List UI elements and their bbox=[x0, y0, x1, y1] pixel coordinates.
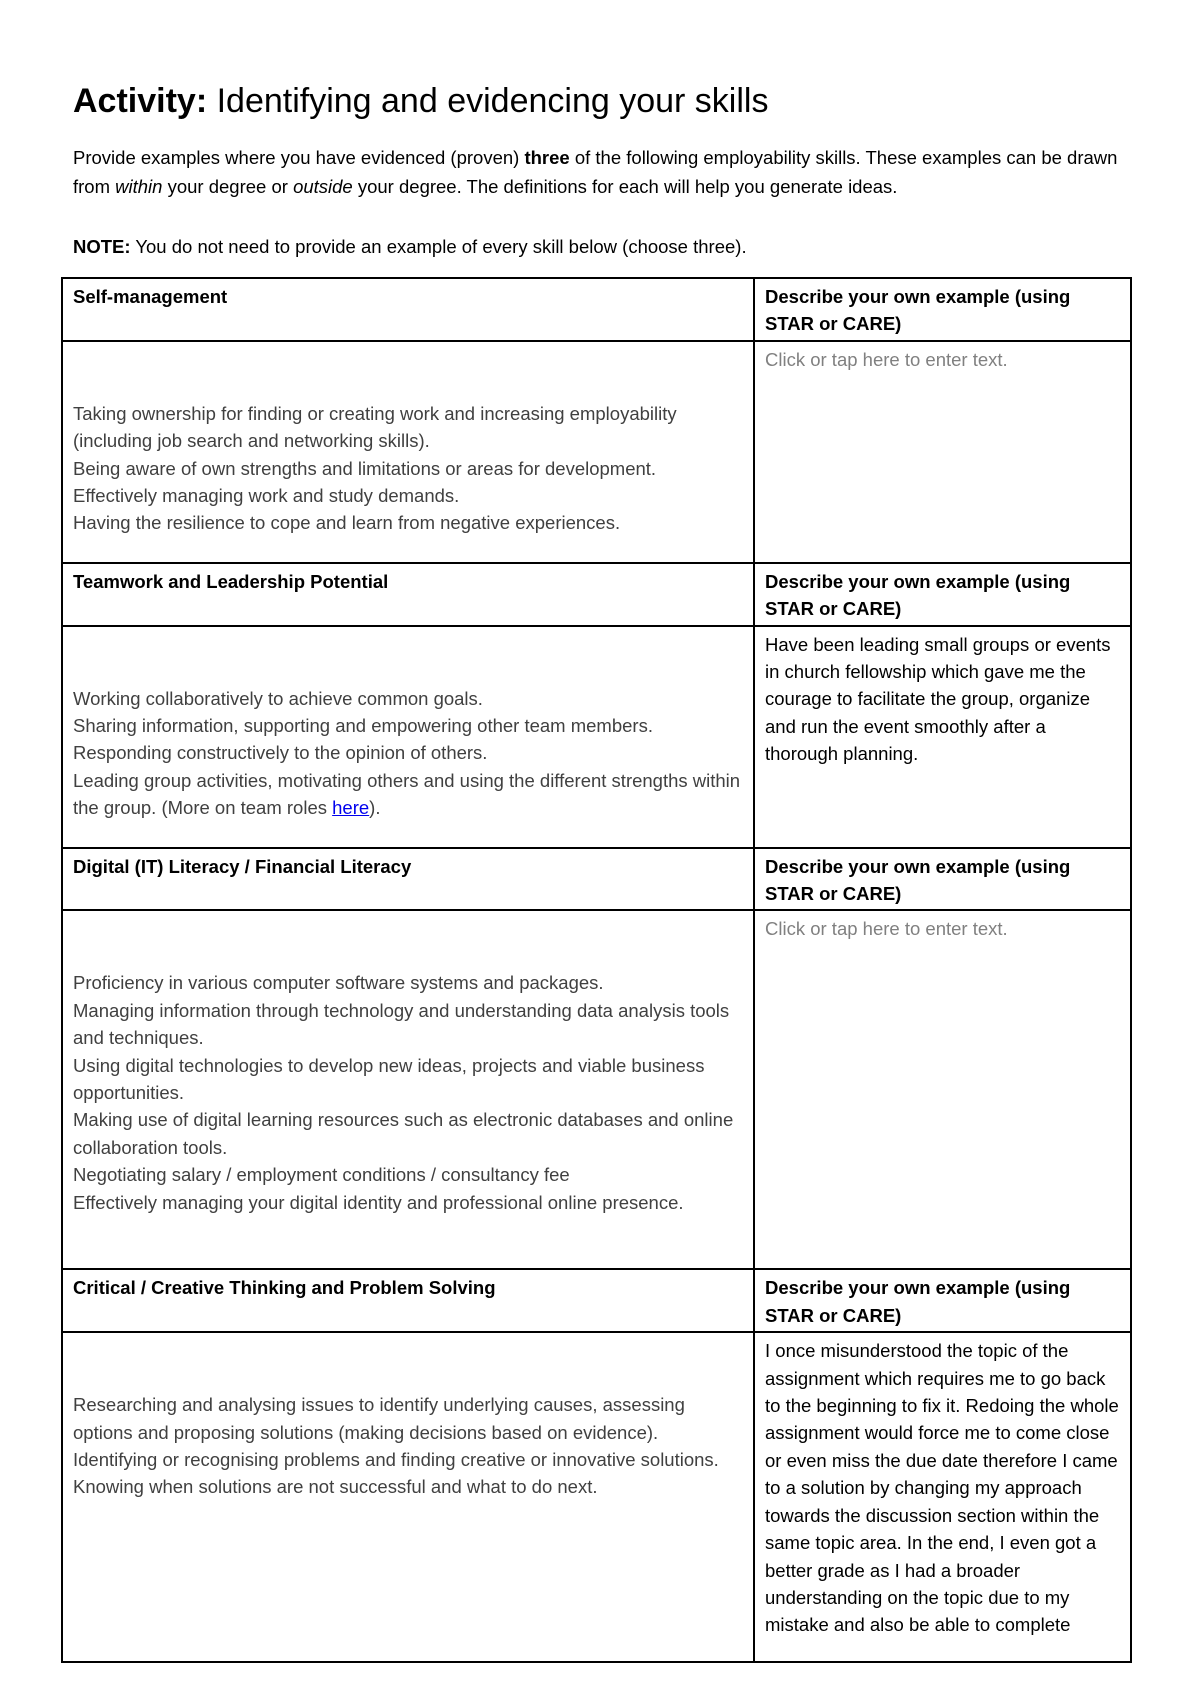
skill-header-row bbox=[62, 848, 1131, 911]
skill-title: Digital (IT) Literacy / Financial Literacy bbox=[62, 848, 754, 911]
skill-header-row bbox=[62, 1269, 1131, 1332]
example-header: Describe your own example (using STAR or CARE) bbox=[754, 278, 1131, 341]
page-title bbox=[73, 80, 768, 122]
description-text: Leading group activities, motivating others and using the different strengths within the group. (More on team roles bbox=[73, 769, 741, 819]
skill-description bbox=[62, 341, 754, 563]
example-input-digital-literacy[interactable]: Click or tap here to enter text. bbox=[754, 910, 1131, 1269]
intro-text-2: of the following employability skills. These examples can be drawn from bbox=[73, 147, 1118, 197]
title-label: Activity: bbox=[73, 82, 208, 120]
description-text: ). bbox=[369, 797, 381, 819]
note-text: You do not need to provide an example of every skill below (choose three). bbox=[130, 236, 747, 257]
description-line: Making use of digital learning resources such as electronic databases and online collaboration tools. bbox=[73, 1109, 734, 1158]
description-line: Knowing when solutions are not successful and what to do next. bbox=[73, 1476, 598, 1498]
note-paragraph bbox=[73, 232, 747, 261]
description-line: Having the resilience to cope and learn from negative experiences. bbox=[73, 512, 621, 534]
example-input-self-management[interactable]: Click or tap here to enter text. bbox=[754, 341, 1131, 563]
team-roles-link[interactable]: here bbox=[332, 797, 370, 819]
description-line: Identifying or recognising problems and finding creative or innovative solutions. bbox=[73, 1449, 719, 1471]
description-line bbox=[73, 767, 743, 822]
skill-title: Critical / Creative Thinking and Problem Solving bbox=[62, 1269, 754, 1332]
example-input-critical-thinking[interactable]: I once misunderstood the topic of the assignment which requires me to go back to the beginning to fix it. Redoing the whole assignment would force me to come close or even miss the due date therefore I came to a solution by changing my approach towards the discussion section within the same topic area. In the end, I even got a better grade as I had a broader understanding on the topic due to my mistake and also be able to complete bbox=[754, 1332, 1131, 1662]
intro-bold-word: three bbox=[524, 147, 570, 168]
description-line: Managing information through technology and understanding data analysis tools and techniques. bbox=[73, 999, 730, 1049]
description-line: Researching and analysing issues to identify underlying causes, assessing options and proposing solutions (making decisions based on evidence). bbox=[73, 1394, 685, 1443]
description-line: Negotiating salary / employment conditions / consultancy fee bbox=[73, 1164, 570, 1186]
skill-description bbox=[62, 626, 754, 848]
example-header: Describe your own example (using STAR or CARE) bbox=[754, 1269, 1131, 1332]
description-line: Proficiency in various computer software systems and packages. bbox=[73, 972, 604, 994]
description-line: Taking ownership for finding or creating work and increasing employability (including job search and networking skills). bbox=[73, 402, 677, 452]
skills-table bbox=[61, 277, 1132, 1663]
intro-text-4: your degree. The definitions for each will help you generate ideas. bbox=[352, 176, 898, 197]
intro-paragraph bbox=[73, 143, 1133, 201]
description-line: Using digital technologies to develop new ideas, projects and viable business opportunities. bbox=[73, 1054, 705, 1104]
skill-description bbox=[62, 1332, 754, 1662]
intro-italic-outside: outside bbox=[293, 176, 353, 197]
intro-italic-within: within bbox=[115, 176, 163, 197]
note-label: NOTE: bbox=[73, 236, 131, 257]
description-line: Responding constructively to the opinion of others. bbox=[73, 742, 488, 764]
skill-body-row bbox=[62, 910, 1131, 1269]
description-line: Effectively managing your digital identity and professional online presence. bbox=[73, 1191, 684, 1213]
skill-title: Self-management bbox=[62, 278, 754, 341]
intro-text-1: Provide examples where you have evidenced (proven) bbox=[73, 147, 525, 168]
example-input-teamwork[interactable]: Have been leading small groups or events in church fellowship which gave me the courage to facilitate the group, organize and run the event smoothly after a thorough planning. bbox=[754, 626, 1131, 848]
skill-body-row bbox=[62, 341, 1131, 563]
intro-text-3: your degree or bbox=[162, 176, 294, 197]
skill-body-row bbox=[62, 1332, 1131, 1662]
description-line: Being aware of own strengths and limitations or areas for development. bbox=[73, 457, 657, 479]
description-line: Effectively managing work and study demands. bbox=[73, 485, 460, 507]
skill-title: Teamwork and Leadership Potential bbox=[62, 563, 754, 626]
skill-header-row bbox=[62, 278, 1131, 341]
description-line: Sharing information, supporting and empowering other team members. bbox=[73, 715, 653, 737]
example-header: Describe your own example (using STAR or CARE) bbox=[754, 848, 1131, 911]
title-text: Identifying and evidencing your skills bbox=[207, 82, 769, 120]
skill-description bbox=[62, 910, 754, 1269]
example-header: Describe your own example (using STAR or CARE) bbox=[754, 563, 1131, 626]
skill-body-row bbox=[62, 626, 1131, 848]
description-line: Working collaboratively to achieve common goals. bbox=[73, 687, 483, 709]
skill-header-row bbox=[62, 563, 1131, 626]
